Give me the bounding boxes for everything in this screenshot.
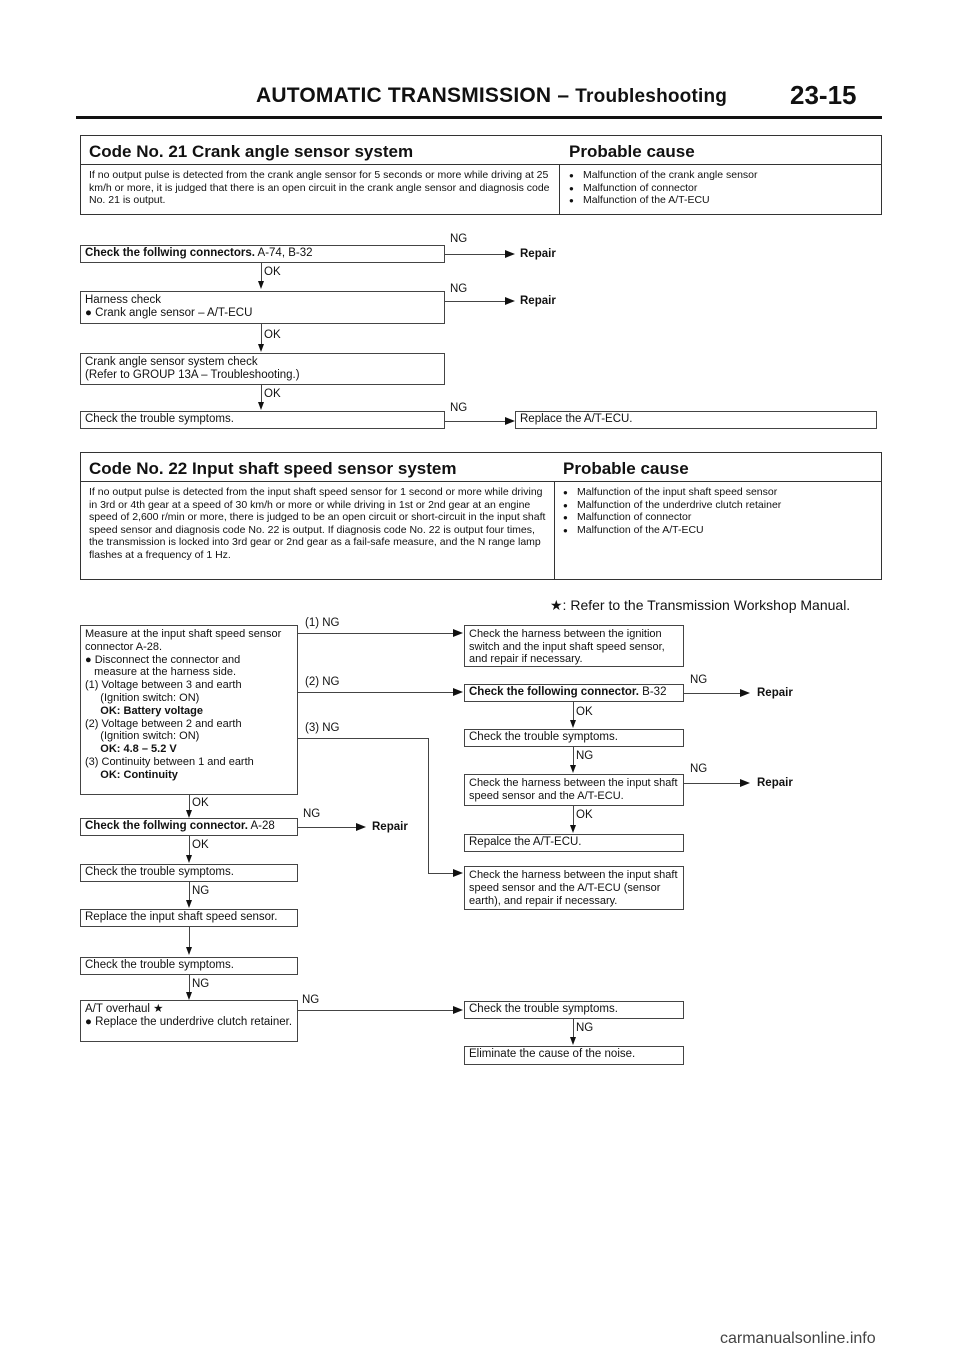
code22-cause: ● Malfunction of connector: [563, 511, 873, 524]
flow22-ng1-line: [298, 633, 453, 634]
code22-cause: ● Malfunction of the A/T-ECU: [563, 524, 873, 537]
flow22-replace-ecu: Repalce the A/T-ECU.: [464, 834, 684, 852]
flow22-ng1-label: (1) NG: [305, 617, 340, 629]
flow22-arrow: [356, 823, 366, 831]
flow22-ng-label: NG: [303, 808, 321, 820]
flow22-ok-label: OK: [192, 797, 209, 809]
flow22-ng-label: NG: [576, 750, 594, 762]
flow22-ng3-line-bottom: [428, 873, 453, 874]
flow22-at-overhaul: A/T overhaul ★ ● Replace the underdrive clutch retainer.: [80, 1000, 298, 1042]
page-title: [256, 84, 727, 108]
flow22-ng3-label: (3) NG: [305, 722, 340, 734]
flow21-arrow-down: [258, 402, 264, 410]
flow21-sensor-system-check: Crank angle sensor system check (Refer to GROUP 13A – Troubleshooting.): [80, 353, 445, 385]
flow21-check-symptoms: Check the trouble symptoms.: [80, 411, 445, 429]
flow21-ng-line: [445, 301, 505, 302]
flow22-ng-line: [684, 693, 740, 694]
flow21-check-connectors: Check the follwing connectors. A-74, B-32: [80, 245, 445, 263]
title-dash: –: [557, 84, 570, 107]
flow22-replace-sensor: Replace the input shaft speed sensor.: [80, 909, 298, 927]
flow22-repair: Repair: [757, 777, 793, 789]
flow21-ng-label: NG: [450, 283, 468, 295]
workshop-note: ★: Refer to the Transmission Workshop Manual.: [550, 597, 851, 613]
flow22-check-ignition-harness: Check the harness between the ignition switch and the input shaft speed sensor, and repair if necessary.: [464, 625, 684, 667]
footer-watermark: carmanualsonline.info: [720, 1330, 876, 1347]
code21-cause: ● Malfunction of the crank angle sensor: [569, 169, 869, 182]
flow21-ng-label: NG: [450, 233, 468, 245]
flow22-ng2-arrow: [453, 688, 463, 696]
flow22-ng-line: [298, 827, 356, 828]
flow22-arrow-down: [186, 992, 192, 1000]
code22-title: Code No. 22 Input shaft speed sensor system: [89, 459, 457, 478]
flow22-ng3-arrow: [453, 869, 463, 877]
header-rule: [76, 116, 882, 119]
flow22-ok-label: OK: [576, 706, 593, 718]
flow21-ok-label: OK: [264, 329, 281, 341]
code21-causes: [569, 169, 869, 207]
flow22-ng3-line: [298, 738, 428, 739]
flow22-ng-label: NG: [302, 994, 320, 1006]
flow22-check-symptoms-4: Check the trouble symptoms.: [464, 1001, 684, 1019]
flow22-check-b32: Check the following connector. B-32: [464, 684, 684, 702]
flow22-eliminate-noise: Eliminate the cause of the noise.: [464, 1046, 684, 1065]
code21-probable-cause-title: Probable cause: [569, 142, 695, 161]
code21-cause: ● Malfunction of the A/T-ECU: [569, 194, 869, 207]
flow22-ng-line: [684, 783, 740, 784]
flow21-arrow: [505, 417, 515, 425]
code22-description: If no output pulse is detected from the input shaft speed sensor for 1 second or more while driving in 3rd or 4th gear at a speed of 30 km/h or more or while driving in 1st or 2nd gear at an engine speed of 2,600 r/min or more, there is judged to be an open circuit or short-circuit in the input shaft speed sensor and diagnosis code No. 22 is output. If diagnosis code No. 22 is output four times, the transmission is locked into 3rd gear or 2nd gear as a fail-safe measure, and the N range lamp flashes at a frequency of 1 Hz.: [89, 486, 546, 561]
code22-divider-h: [81, 481, 881, 482]
flow21-arrow: [505, 250, 515, 258]
flow21-replace-ecu: Replace the A/T-ECU.: [515, 411, 877, 429]
flow21-ng-line: [445, 254, 505, 255]
code21-box: [80, 135, 882, 215]
code21-divider-v: [559, 164, 560, 214]
flow21-ng-label: NG: [450, 402, 468, 414]
flow22-ng-label: NG: [192, 978, 210, 990]
flow22-repair: Repair: [757, 687, 793, 699]
page-number: 23-15: [790, 80, 857, 110]
flow21-arrow-down: [258, 344, 264, 352]
flow22-check-sensor-earth: Check the harness between the input shaft speed sensor and the A/T-ECU (sensor earth), and repair if necessary.: [464, 866, 684, 910]
flow21-arrow-down: [258, 281, 264, 289]
flow22-ok-label: OK: [192, 839, 209, 851]
flow22-ng2-label: (2) NG: [305, 676, 340, 688]
code21-cause: ● Malfunction of connector: [569, 182, 869, 195]
flow22-ng-label: NG: [690, 763, 708, 775]
flow22-check-symptoms-2: Check the trouble symptoms.: [80, 957, 298, 975]
section-title: AUTOMATIC TRANSMISSION: [256, 84, 552, 107]
flow21-repair: Repair: [520, 295, 556, 307]
flow21-ng-line: [445, 421, 505, 422]
flow22-arrow-down: [570, 720, 576, 728]
flow22-arrow: [740, 779, 750, 787]
flow21-harness-check: Harness check ● Crank angle sensor – A/T-ECU: [80, 291, 445, 324]
flow22-ng-line: [298, 1010, 453, 1011]
flow22-arrow: [453, 1006, 463, 1014]
flow21-ok-label: OK: [264, 266, 281, 278]
flow22-ng-label: NG: [690, 674, 708, 686]
flow22-check-a28: Check the follwing connector. A-28: [80, 818, 298, 836]
code22-box: [80, 452, 882, 580]
code21-divider-h: [81, 164, 881, 165]
flow22-arrow-down: [186, 855, 192, 863]
flow22-check-symptoms-1: Check the trouble symptoms.: [80, 864, 298, 882]
flow22-arrow: [740, 689, 750, 697]
flow21-ok-label: OK: [264, 388, 281, 400]
flow22-ng2-line: [298, 692, 453, 693]
flow22-ng3-vline: [428, 738, 429, 873]
flow22-arrow-down: [570, 1037, 576, 1045]
flow22-check-symptoms-3: Check the trouble symptoms.: [464, 729, 684, 747]
code22-probable-cause-title: Probable cause: [563, 459, 689, 478]
flow21-arrow: [505, 297, 515, 305]
section-subtitle: Troubleshooting: [575, 86, 728, 107]
flow22-measure-box: Measure at the input shaft speed sensor connector A-28. ● Disconnect the connector and measure at the harness side. (1) Voltage between 3 and earth (Ignition switch: ON) OK: Battery voltage (2) Voltage between 2 and earth (Ignition switch: ON) OK: 4.8 – 5.2 V (3) Continuity between 1 and earth OK: Continuity: [80, 625, 298, 795]
flow22-arrow-down: [570, 825, 576, 833]
code22-cause: ● Malfunction of the underdrive clutch retainer: [563, 499, 873, 512]
flow21-repair: Repair: [520, 248, 556, 260]
flow22-arrow-down: [570, 765, 576, 773]
flow22-ng-label: NG: [192, 885, 210, 897]
flow22-arrow-down: [186, 810, 192, 818]
flow22-arrow-down: [186, 900, 192, 908]
flow22-ng1-arrow: [453, 629, 463, 637]
code22-cause: ● Malfunction of the input shaft speed sensor: [563, 486, 873, 499]
flow22-check-harness-ecu: Check the harness between the input shaft speed sensor and the A/T-ECU.: [464, 774, 684, 806]
code21-description: If no output pulse is detected from the crank angle sensor for 5 seconds or more while driving at 25 km/h or more, it is judged that there is an open circuit in the crank angle sensor and diagnosis code No. 21 is output.: [89, 169, 550, 206]
flow22-repair: Repair: [372, 821, 408, 833]
flow22-ok-label: OK: [576, 809, 593, 821]
flow22-ng-label: NG: [576, 1022, 594, 1034]
flow22-arrow-down: [186, 947, 192, 955]
code22-divider-v: [554, 481, 555, 579]
code21-title: Code No. 21 Crank angle sensor system: [89, 142, 414, 161]
code22-causes: [563, 486, 873, 536]
